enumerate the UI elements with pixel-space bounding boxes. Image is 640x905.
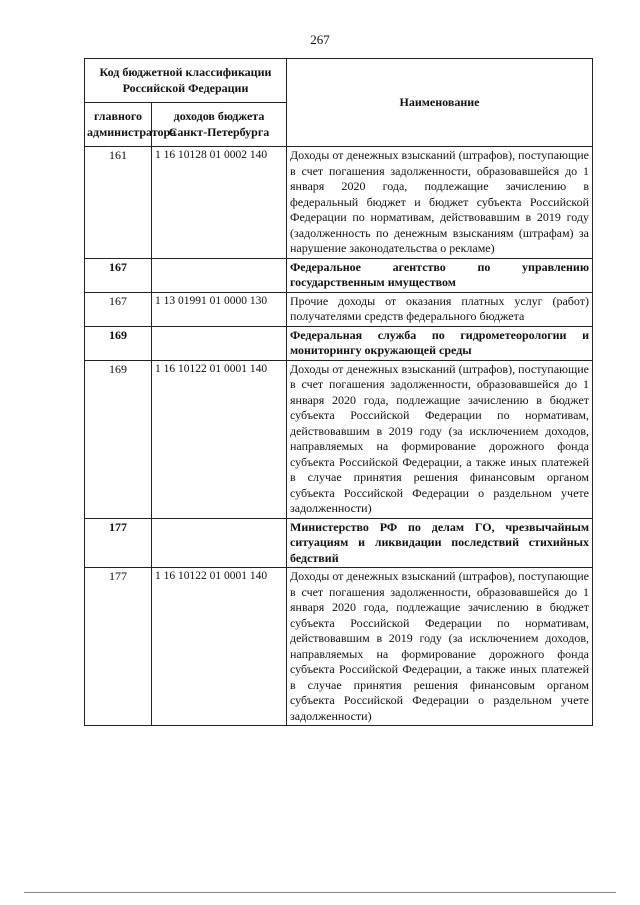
income-code-cell: 1 16 10128 01 0002 140 [152,147,287,259]
admin-code-cell: 177 [85,518,152,568]
admin-code-cell: 177 [85,568,152,726]
name-cell: Министерство РФ по делам ГО, чрезвычайным ситуациям и ликвидации последствий стихийных бедствий [287,518,593,568]
admin-code-cell: 169 [85,360,152,518]
budget-classification-table [84,58,593,726]
name-cell: Федеральное агентство по управлению государственным имуществом [287,258,593,292]
header-admin: главного администратора [85,103,152,147]
income-code-cell: 1 13 01991 01 0000 130 [152,292,287,326]
admin-code-cell: 167 [85,258,152,292]
name-cell: Доходы от денежных взысканий (штрафов), поступающие в счет погашения задолженности, образовавшейся до 1 января 2020 года, подлежащие зачислению в федеральный бюджет и бюджет субъекта Российской Федерации по нормативам, действовавшим в 2019 году (задолженность по денежным взысканиям (штрафам) за нарушение законодательства о рекламе) [287,147,593,259]
table-row [85,147,593,259]
header-code-group: Код бюджетной классификации Российской Федерации [85,59,287,103]
name-cell: Доходы от денежных взысканий (штрафов), поступающие в счет погашения задолженности, образовавшейся до 1 января 2020 года, подлежащие зачислению в бюджет субъекта Российской Федерации по нормативам, действовавшим в 2019 году (за исключением доходов, направляемых на формирование дорожного фонда субъекта Российской Федерации, а также иных платежей в случае принятия решения финансовым органом субъекта Российской Федерации о раздельном учете задолженности) [287,568,593,726]
table-header [85,59,593,147]
footer-line [24,892,616,893]
agency-row [85,326,593,360]
income-code-cell: 1 16 10122 01 0001 140 [152,568,287,726]
income-code-cell [152,258,287,292]
table-body [85,147,593,726]
table-row [85,292,593,326]
page-number: 267 [310,32,330,47]
admin-code-cell: 161 [85,147,152,259]
admin-code-cell: 167 [85,292,152,326]
agency-row [85,518,593,568]
name-cell: Прочие доходы от оказания платных услуг (работ) получателями средств федерального бюджета [287,292,593,326]
agency-row [85,258,593,292]
admin-code-cell: 169 [85,326,152,360]
income-code-cell [152,518,287,568]
table-row [85,360,593,518]
header-name: Наименование [287,59,593,147]
name-cell: Доходы от денежных взысканий (штрафов), поступающие в счет погашения задолженности, образовавшейся до 1 января 2020 года, подлежащие зачислению в бюджет субъекта Российской Федерации по нормативам, действовавшим в 2019 году (за исключением доходов, направляемых на формирование дорожного фонда субъекта Российской Федерации, а также иных платежей в случае принятия решения финансовым органом субъекта Российской Федерации о раздельном учете задолженности) [287,360,593,518]
name-cell: Федеральная служба по гидрометеорологии и мониторингу окружающей среды [287,326,593,360]
table-row [85,568,593,726]
income-code-cell [152,326,287,360]
header-income: доходов бюджета Санкт-Петербурга [152,103,287,147]
income-code-cell: 1 16 10122 01 0001 140 [152,360,287,518]
